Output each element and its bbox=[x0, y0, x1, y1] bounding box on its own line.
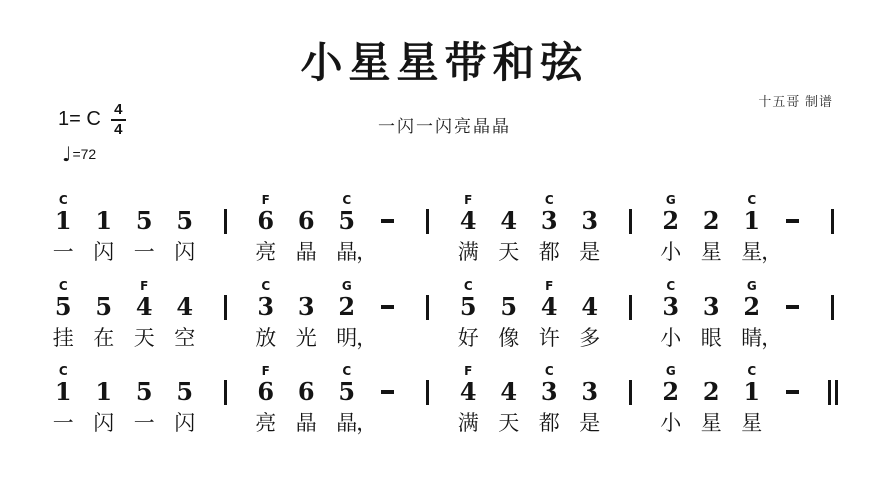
note-number bbox=[286, 379, 327, 405]
score-cell bbox=[408, 279, 449, 352]
score-cell bbox=[610, 193, 651, 266]
lyric-char: 在 bbox=[93, 327, 115, 350]
note-digit: 5 bbox=[176, 377, 194, 406]
score-cell bbox=[570, 193, 611, 266]
dash-stroke bbox=[381, 219, 394, 223]
lyric-char: 一 bbox=[133, 241, 155, 264]
note-number bbox=[84, 294, 125, 320]
note-digit: 2 bbox=[702, 206, 720, 235]
lyric-char: 满 bbox=[457, 412, 479, 435]
note-number bbox=[529, 294, 570, 320]
note-digit: 4 bbox=[500, 377, 518, 406]
score-cell bbox=[327, 193, 378, 266]
score-cell bbox=[691, 193, 732, 266]
note-digit: 3 bbox=[257, 292, 275, 321]
lyric-char: 多 bbox=[579, 327, 601, 350]
chord-label: C bbox=[544, 193, 554, 207]
note-number bbox=[732, 294, 773, 320]
note-digit: 4 bbox=[540, 292, 558, 321]
score-line-2 bbox=[43, 279, 853, 352]
barline-stroke bbox=[831, 209, 834, 234]
score-cell bbox=[408, 364, 449, 437]
note-number bbox=[691, 208, 732, 234]
lyric-char: 是 bbox=[579, 412, 601, 435]
note-digit: 3 bbox=[297, 292, 315, 321]
score-cell bbox=[813, 279, 854, 352]
score-cell bbox=[246, 279, 287, 352]
note-digit: 4 bbox=[459, 377, 477, 406]
barline bbox=[610, 294, 651, 320]
note-number bbox=[732, 208, 773, 234]
note-digit: 4 bbox=[176, 292, 194, 321]
final-barline bbox=[813, 379, 854, 405]
barline-stroke bbox=[224, 209, 227, 234]
note-digit: 2 bbox=[662, 206, 680, 235]
chord-label: C bbox=[342, 364, 352, 378]
chord-label: F bbox=[261, 193, 270, 207]
chord-label: G bbox=[665, 193, 676, 207]
score-cell bbox=[43, 193, 84, 266]
note-digit: 4 bbox=[581, 292, 599, 321]
lyric-char: 天 bbox=[498, 412, 520, 435]
lyric-char: 闪 bbox=[174, 412, 196, 435]
score-cell bbox=[813, 364, 854, 437]
lyric-char: 晶 ， bbox=[336, 412, 378, 435]
chord-label: G bbox=[665, 364, 676, 378]
lyric-punctuation: ， bbox=[356, 241, 378, 264]
score-cell bbox=[651, 279, 692, 352]
song-subtitle: 一闪一闪亮晶晶 bbox=[378, 117, 511, 136]
note-digit: 5 bbox=[338, 377, 356, 406]
barline bbox=[408, 208, 449, 234]
barline bbox=[205, 208, 246, 234]
chord-label: F bbox=[464, 193, 473, 207]
score-cell bbox=[124, 279, 165, 352]
key-label: 1= C bbox=[58, 108, 101, 131]
note-number bbox=[327, 294, 368, 320]
dash-sustain bbox=[367, 208, 408, 234]
barline-stroke bbox=[831, 295, 834, 320]
dash-sustain bbox=[772, 294, 813, 320]
final-barline-stroke bbox=[835, 380, 838, 405]
barline bbox=[610, 208, 651, 234]
note-digit: 3 bbox=[540, 377, 558, 406]
note-number bbox=[448, 294, 489, 320]
lyric-char: 晶 bbox=[295, 412, 317, 435]
note-number bbox=[246, 379, 287, 405]
note-number bbox=[124, 379, 165, 405]
dash-sustain bbox=[772, 379, 813, 405]
dash-stroke bbox=[381, 305, 394, 309]
score-cell bbox=[732, 193, 783, 266]
lyric-char: 一 bbox=[52, 241, 74, 264]
note-number bbox=[124, 208, 165, 234]
chord-label: G bbox=[341, 279, 352, 293]
score-cell bbox=[691, 279, 732, 352]
lyric-char: 一 bbox=[133, 412, 155, 435]
lyric-char: 闪 bbox=[93, 241, 115, 264]
score-cell bbox=[286, 279, 327, 352]
score-cell bbox=[327, 364, 378, 437]
score-cell bbox=[732, 279, 783, 352]
chord-label: F bbox=[140, 279, 149, 293]
note-digit: 1 bbox=[54, 377, 72, 406]
score-cell bbox=[205, 193, 246, 266]
note-number bbox=[84, 379, 125, 405]
note-digit: 3 bbox=[702, 292, 720, 321]
lyric-punctuation: ， bbox=[356, 412, 378, 435]
barline-stroke bbox=[426, 380, 429, 405]
chord-label: C bbox=[463, 279, 473, 293]
note-number bbox=[246, 208, 287, 234]
note-number bbox=[691, 294, 732, 320]
score-cell bbox=[570, 279, 611, 352]
note-number bbox=[43, 208, 84, 234]
score-cell bbox=[165, 193, 206, 266]
score-cell bbox=[448, 193, 489, 266]
time-signature bbox=[111, 102, 126, 138]
score-cell bbox=[651, 364, 692, 437]
note-number bbox=[691, 379, 732, 405]
lyric-char: 睛 ， bbox=[741, 327, 783, 350]
note-digit: 1 bbox=[743, 377, 761, 406]
score-cell bbox=[651, 193, 692, 266]
chord-label: F bbox=[464, 364, 473, 378]
lyric-char: 亮 bbox=[255, 241, 277, 264]
arranger-credit: 十五哥 制谱 bbox=[758, 94, 833, 109]
note-number bbox=[327, 379, 368, 405]
lyric-char: 亮 bbox=[255, 412, 277, 435]
note-number bbox=[732, 379, 773, 405]
note-number bbox=[570, 379, 611, 405]
barline-stroke bbox=[629, 295, 632, 320]
quarter-note-icon: ♩ bbox=[62, 142, 72, 166]
note-number bbox=[84, 208, 125, 234]
note-digit: 4 bbox=[500, 206, 518, 235]
score-cell bbox=[165, 364, 206, 437]
time-numerator: 4 bbox=[114, 101, 123, 118]
chord-label: C bbox=[58, 364, 68, 378]
barline bbox=[813, 208, 854, 234]
note-digit: 5 bbox=[338, 206, 356, 235]
score-cell bbox=[43, 364, 84, 437]
note-digit: 3 bbox=[540, 206, 558, 235]
chord-label: C bbox=[261, 279, 271, 293]
score-cell bbox=[124, 364, 165, 437]
score-cell bbox=[448, 364, 489, 437]
chord-label: C bbox=[747, 364, 757, 378]
barline bbox=[610, 379, 651, 405]
score-cell bbox=[732, 364, 773, 437]
note-digit: 5 bbox=[176, 206, 194, 235]
note-digit: 5 bbox=[459, 292, 477, 321]
tempo-value: =72 bbox=[72, 146, 97, 162]
lyric-char: 星 ， bbox=[741, 241, 783, 264]
note-number bbox=[327, 208, 368, 234]
dash-sustain bbox=[367, 294, 408, 320]
note-digit: 2 bbox=[702, 377, 720, 406]
score-cell bbox=[84, 364, 125, 437]
dash-stroke bbox=[786, 305, 799, 309]
note-digit: 4 bbox=[459, 206, 477, 235]
lyric-char: 星 bbox=[741, 412, 763, 435]
lyric-char: 一 bbox=[52, 412, 74, 435]
lyric-char: 都 bbox=[538, 412, 560, 435]
note-number bbox=[570, 208, 611, 234]
score-cell bbox=[246, 364, 287, 437]
lyric-punctuation: ， bbox=[761, 327, 783, 350]
note-number bbox=[651, 208, 692, 234]
score-cell bbox=[529, 193, 570, 266]
song-title: 小星星带和弦 bbox=[300, 39, 589, 86]
lyric-char: 空 bbox=[174, 327, 196, 350]
note-number bbox=[651, 294, 692, 320]
score-cell bbox=[246, 193, 287, 266]
note-number bbox=[489, 208, 530, 234]
score-cell bbox=[772, 364, 813, 437]
note-digit: 4 bbox=[135, 292, 153, 321]
note-digit: 6 bbox=[257, 377, 275, 406]
chord-label: C bbox=[342, 193, 352, 207]
note-number bbox=[448, 208, 489, 234]
dash-sustain bbox=[772, 208, 813, 234]
lyric-char: 晶 bbox=[295, 241, 317, 264]
note-number bbox=[43, 379, 84, 405]
score-cell bbox=[529, 364, 570, 437]
score-cell bbox=[286, 193, 327, 266]
note-number bbox=[651, 379, 692, 405]
lyric-char: 眼 bbox=[700, 327, 722, 350]
note-digit: 5 bbox=[95, 292, 113, 321]
score-cell bbox=[448, 279, 489, 352]
note-number bbox=[529, 208, 570, 234]
lyric-char: 许 bbox=[538, 327, 560, 350]
score-cell bbox=[489, 193, 530, 266]
lyric-char: 闪 bbox=[93, 412, 115, 435]
note-digit: 5 bbox=[500, 292, 518, 321]
barline bbox=[205, 379, 246, 405]
score-cell bbox=[43, 279, 84, 352]
note-digit: 6 bbox=[297, 377, 315, 406]
chord-label: F bbox=[545, 279, 554, 293]
score-cell bbox=[84, 193, 125, 266]
score-cell bbox=[84, 279, 125, 352]
score-cell bbox=[813, 193, 854, 266]
lyric-char: 像 bbox=[498, 327, 520, 350]
chord-label: C bbox=[666, 279, 676, 293]
chord-label: G bbox=[746, 279, 757, 293]
lyric-char: 明 ， bbox=[336, 327, 378, 350]
lyric-char: 挂 bbox=[52, 327, 74, 350]
score-cell bbox=[165, 279, 206, 352]
score-cell bbox=[610, 364, 651, 437]
dash-sustain bbox=[367, 379, 408, 405]
score-cell bbox=[327, 279, 378, 352]
lyric-char: 好 bbox=[457, 327, 479, 350]
score-cell bbox=[205, 279, 246, 352]
score-cell bbox=[489, 279, 530, 352]
score-cell bbox=[529, 279, 570, 352]
score-line-1 bbox=[43, 193, 853, 266]
time-denominator: 4 bbox=[114, 120, 123, 138]
note-number bbox=[489, 379, 530, 405]
note-digit: 6 bbox=[297, 206, 315, 235]
score-cell bbox=[205, 364, 246, 437]
score-cell bbox=[610, 279, 651, 352]
note-digit: 1 bbox=[95, 206, 113, 235]
score-cell bbox=[124, 193, 165, 266]
key-signature bbox=[58, 102, 126, 138]
chord-label: C bbox=[747, 193, 757, 207]
barline-stroke bbox=[224, 295, 227, 320]
note-number bbox=[246, 294, 287, 320]
note-digit: 3 bbox=[662, 292, 680, 321]
lyric-char: 都 bbox=[538, 241, 560, 264]
note-digit: 1 bbox=[95, 377, 113, 406]
final-barline-stroke bbox=[828, 380, 831, 405]
note-number bbox=[165, 294, 206, 320]
note-number bbox=[124, 294, 165, 320]
note-number bbox=[286, 208, 327, 234]
note-digit: 5 bbox=[135, 206, 153, 235]
note-digit: 3 bbox=[581, 206, 599, 235]
note-digit: 2 bbox=[743, 292, 761, 321]
lyric-char: 光 bbox=[295, 327, 317, 350]
lyric-char: 放 bbox=[255, 327, 277, 350]
barline bbox=[205, 294, 246, 320]
chord-label: C bbox=[544, 364, 554, 378]
barline-stroke bbox=[629, 380, 632, 405]
score-cell bbox=[570, 364, 611, 437]
barline bbox=[813, 294, 854, 320]
barline-stroke bbox=[426, 295, 429, 320]
note-digit: 2 bbox=[662, 377, 680, 406]
note-digit: 3 bbox=[581, 377, 599, 406]
lyric-char: 小 bbox=[660, 412, 682, 435]
lyric-char: 星 bbox=[700, 412, 722, 435]
score-cell bbox=[286, 364, 327, 437]
dash-stroke bbox=[786, 390, 799, 394]
barline-stroke bbox=[629, 209, 632, 234]
lyric-char: 天 bbox=[498, 241, 520, 264]
lyric-char: 星 bbox=[700, 241, 722, 264]
barline-stroke bbox=[224, 380, 227, 405]
score-cell bbox=[489, 364, 530, 437]
note-number bbox=[570, 294, 611, 320]
lyric-char: 小 bbox=[660, 327, 682, 350]
note-number bbox=[286, 294, 327, 320]
note-digit: 5 bbox=[135, 377, 153, 406]
score-line-3 bbox=[43, 364, 853, 437]
lyric-punctuation: ， bbox=[761, 241, 783, 264]
lyric-char: 天 bbox=[133, 327, 155, 350]
note-number bbox=[489, 294, 530, 320]
barline bbox=[408, 294, 449, 320]
dash-stroke bbox=[381, 390, 394, 394]
chord-label: F bbox=[261, 364, 270, 378]
lyric-char: 闪 bbox=[174, 241, 196, 264]
chord-label: C bbox=[58, 193, 68, 207]
note-number bbox=[448, 379, 489, 405]
note-number bbox=[43, 294, 84, 320]
lyric-char: 是 bbox=[579, 241, 601, 264]
note-digit: 1 bbox=[54, 206, 72, 235]
lyric-char: 小 bbox=[660, 241, 682, 264]
barline bbox=[408, 379, 449, 405]
lyric-punctuation: ， bbox=[356, 327, 378, 350]
barline-stroke bbox=[426, 209, 429, 234]
lyric-char: 满 bbox=[457, 241, 479, 264]
note-number bbox=[165, 379, 206, 405]
note-digit: 2 bbox=[338, 292, 356, 321]
chord-label: C bbox=[58, 279, 68, 293]
score-cell bbox=[691, 364, 732, 437]
score-cell bbox=[408, 193, 449, 266]
note-number bbox=[165, 208, 206, 234]
lyric-char: 晶 ， bbox=[336, 241, 378, 264]
note-digit: 1 bbox=[743, 206, 761, 235]
note-digit: 6 bbox=[257, 206, 275, 235]
note-digit: 5 bbox=[54, 292, 72, 321]
note-number bbox=[529, 379, 570, 405]
dash-stroke bbox=[786, 219, 799, 223]
tempo-marking bbox=[62, 144, 96, 164]
